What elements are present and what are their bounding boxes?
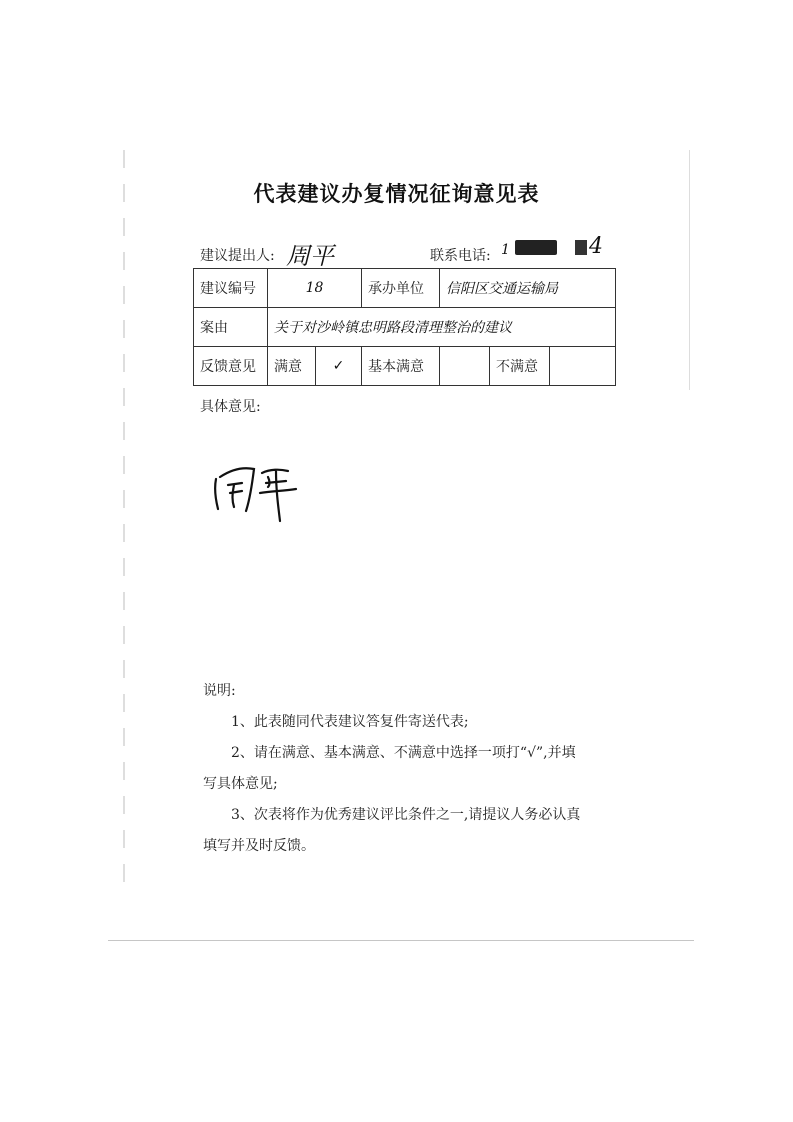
note-item-3b: 填写并及时反馈。 [203,838,315,854]
phone-label: 联系电话: [430,248,491,264]
scan-bottom-line [108,940,694,941]
note-item-1: 1、此表随同代表建议答复件寄送代表; [231,714,469,730]
satisfied-label: 满意 [268,347,316,386]
feedback-form-table [193,268,616,386]
proposer-value[interactable]: 周平 [286,242,334,270]
phone-value-prefix[interactable]: 1 [501,242,510,258]
instructions [203,676,623,862]
note-item-3a: 3、次表将作为优秀建议评比条件之一,请提议人务必认真 [231,807,581,823]
note-item-2a: 2、请在满意、基本满意、不满意中选择一项打“√”,并填 [231,745,576,761]
unit-label: 承办单位 [362,269,440,308]
notes-heading: 说明: [203,683,236,699]
proposer-label: 建议提出人: [200,248,275,264]
number-label: 建议编号 [194,269,268,308]
phone-redaction [515,240,557,255]
number-value[interactable]: 18 [268,269,362,308]
note-item-2b: 写具体意见; [203,776,278,792]
basic-satisfied-label: 基本满意 [362,347,440,386]
basic-satisfied-checkbox[interactable] [440,347,490,386]
case-label: 案由 [194,308,268,347]
feedback-label: 反馈意见 [194,347,268,386]
scan-edge-left [123,150,125,895]
satisfied-checkbox[interactable]: ✓ [316,347,362,386]
phone-redaction-2 [575,240,587,255]
signature-image [210,455,300,525]
unsatisfied-checkbox[interactable] [550,347,616,386]
case-value[interactable]: 关于对沙岭镇忠明路段清理整治的建议 [268,308,616,347]
unsatisfied-label: 不满意 [490,347,550,386]
unit-value[interactable]: 信阳区交通运输局 [440,269,616,308]
form-title: 代表建议办复情况征询意见表 [253,181,540,206]
opinion-label: 具体意见: [200,399,261,415]
phone-value-suffix[interactable]: 4 [589,234,603,259]
